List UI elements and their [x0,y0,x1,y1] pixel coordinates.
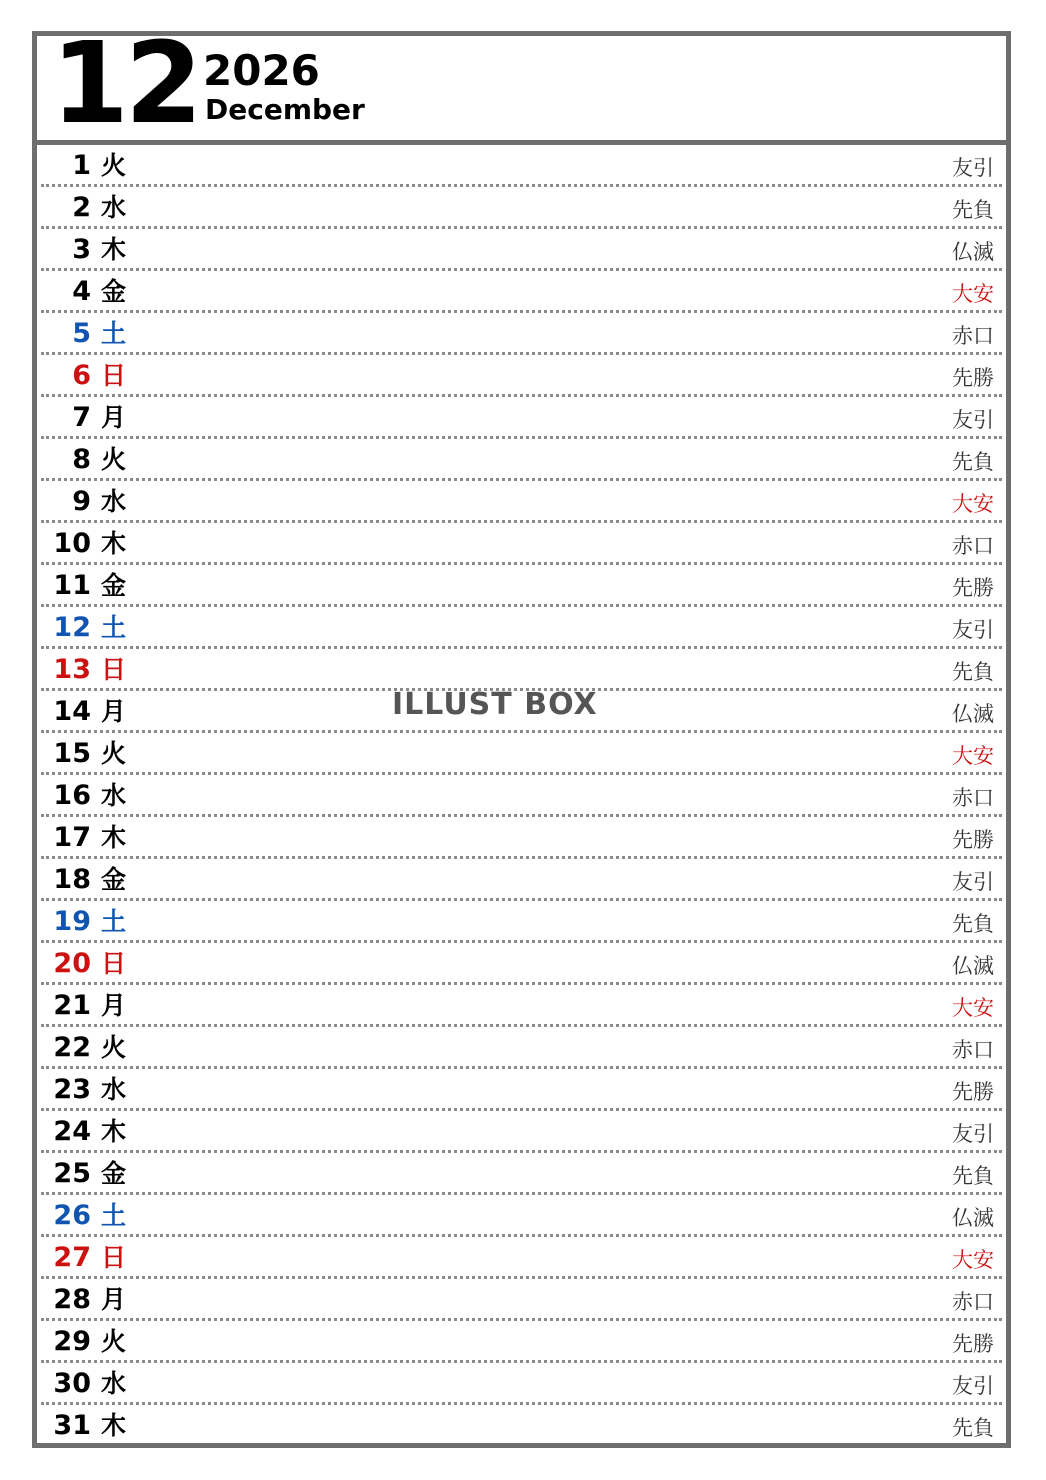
rokuyo-label: 大安 [952,282,994,306]
month-number: 12 [51,19,199,149]
day-number: 16 [53,780,91,811]
day-of-week: 火 [101,445,127,474]
day-number: 26 [53,1200,91,1231]
rokuyo-label: 先負 [952,660,994,684]
rokuyo-label: 先負 [952,198,994,222]
rokuyo-label: 赤口 [952,534,994,558]
day-row [41,187,1002,229]
day-of-week: 金 [101,865,127,894]
rokuyo-label: 仏滅 [952,240,994,264]
day-row [41,397,1002,439]
day-row [41,1111,1002,1153]
rokuyo-label: 大安 [952,492,994,516]
day-number: 23 [53,1074,91,1105]
rokuyo-label: 赤口 [952,1038,994,1062]
rokuyo-label: 友引 [952,1122,994,1146]
rokuyo-label: 仏滅 [952,1206,994,1230]
day-number: 12 [53,612,91,643]
day-number: 8 [72,444,91,475]
rokuyo-label: 先勝 [952,1332,994,1356]
rokuyo-label: 先勝 [952,828,994,852]
day-of-week: 木 [101,1411,127,1440]
day-of-week: 木 [101,235,127,264]
day-row [41,817,1002,859]
rokuyo-label: 友引 [952,1374,994,1398]
watermark: ILLUST BOX [392,687,598,722]
day-row [41,1363,1002,1405]
day-number: 1 [72,150,91,181]
rokuyo-label: 仏滅 [952,702,994,726]
day-of-week: 火 [101,151,127,180]
calendar-header [37,19,1006,149]
rokuyo-label: 先負 [952,450,994,474]
day-of-week: 水 [101,1369,127,1398]
day-number: 28 [53,1284,91,1315]
day-row [41,523,1002,565]
day-of-week: 金 [101,571,127,600]
day-row [41,775,1002,817]
rokuyo-label: 友引 [952,408,994,432]
day-row [41,271,1002,313]
day-of-week: 水 [101,1075,127,1104]
day-of-week: 火 [101,1327,127,1356]
day-number: 5 [72,318,91,349]
day-list [37,145,1006,1447]
day-of-week: 日 [101,1243,127,1272]
day-number: 10 [53,528,91,559]
day-number: 11 [53,570,91,601]
day-of-week: 土 [101,1201,127,1230]
day-number: 7 [72,402,91,433]
day-of-week: 金 [101,277,127,306]
day-of-week: 木 [101,823,127,852]
day-row [41,565,1002,607]
day-row [41,1405,1002,1447]
day-of-week: 金 [101,1159,127,1188]
day-row [41,607,1002,649]
rokuyo-label: 仏滅 [952,954,994,978]
day-number: 22 [53,1032,91,1063]
day-row [41,1069,1002,1111]
day-row [41,901,1002,943]
rokuyo-label: 先負 [952,1416,994,1440]
day-row [41,313,1002,355]
day-of-week: 火 [101,1033,127,1062]
rokuyo-label: 赤口 [952,786,994,810]
day-number: 27 [53,1242,91,1273]
day-row [41,733,1002,775]
rokuyo-label: 大安 [952,1248,994,1272]
day-number: 30 [53,1368,91,1399]
rokuyo-label: 大安 [952,744,994,768]
day-of-week: 土 [101,907,127,936]
day-number: 24 [53,1116,91,1147]
day-row [41,649,1002,691]
day-of-week: 月 [101,697,127,726]
rokuyo-label: 赤口 [952,1290,994,1314]
day-of-week: 木 [101,529,127,558]
day-number: 21 [53,990,91,1021]
day-row [41,439,1002,481]
day-of-week: 月 [101,1285,127,1314]
day-row [41,943,1002,985]
rokuyo-label: 友引 [952,870,994,894]
day-of-week: 日 [101,361,127,390]
calendar-frame [32,19,1011,1448]
day-row [41,1153,1002,1195]
day-of-week: 土 [101,319,127,348]
day-number: 4 [72,276,91,307]
rokuyo-label: 先負 [952,912,994,936]
day-number: 2 [72,192,91,223]
day-number: 20 [53,948,91,979]
day-row [41,481,1002,523]
day-of-week: 水 [101,193,127,222]
day-of-week: 木 [101,1117,127,1146]
day-row [41,1195,1002,1237]
rokuyo-label: 大安 [952,996,994,1020]
day-number: 13 [53,654,91,685]
day-number: 3 [72,234,91,265]
day-row [41,859,1002,901]
day-row [41,1237,1002,1279]
day-of-week: 月 [101,991,127,1020]
day-row [41,355,1002,397]
day-of-week: 水 [101,781,127,810]
day-number: 14 [53,696,91,727]
rokuyo-label: 先勝 [952,576,994,600]
day-number: 25 [53,1158,91,1189]
day-of-week: 土 [101,613,127,642]
year-label: 2026 [203,46,320,95]
rokuyo-label: 先負 [952,1164,994,1188]
day-row [41,1279,1002,1321]
day-number: 19 [53,906,91,937]
day-of-week: 日 [101,655,127,684]
day-number: 17 [53,822,91,853]
rokuyo-label: 友引 [952,156,994,180]
day-of-week: 日 [101,949,127,978]
day-row [41,1027,1002,1069]
day-row [41,229,1002,271]
day-row [41,985,1002,1027]
day-number: 6 [72,360,91,391]
day-number: 31 [53,1410,91,1441]
day-of-week: 火 [101,739,127,768]
day-number: 29 [53,1326,91,1357]
day-row [41,145,1002,187]
day-of-week: 月 [101,403,127,432]
day-row [41,1321,1002,1363]
rokuyo-label: 先勝 [952,1080,994,1104]
rokuyo-label: 先勝 [952,366,994,390]
day-of-week: 水 [101,487,127,516]
day-number: 18 [53,864,91,895]
month-name: December [205,93,365,126]
day-number: 15 [53,738,91,769]
rokuyo-label: 赤口 [952,324,994,348]
day-number: 9 [72,486,91,517]
rokuyo-label: 友引 [952,618,994,642]
